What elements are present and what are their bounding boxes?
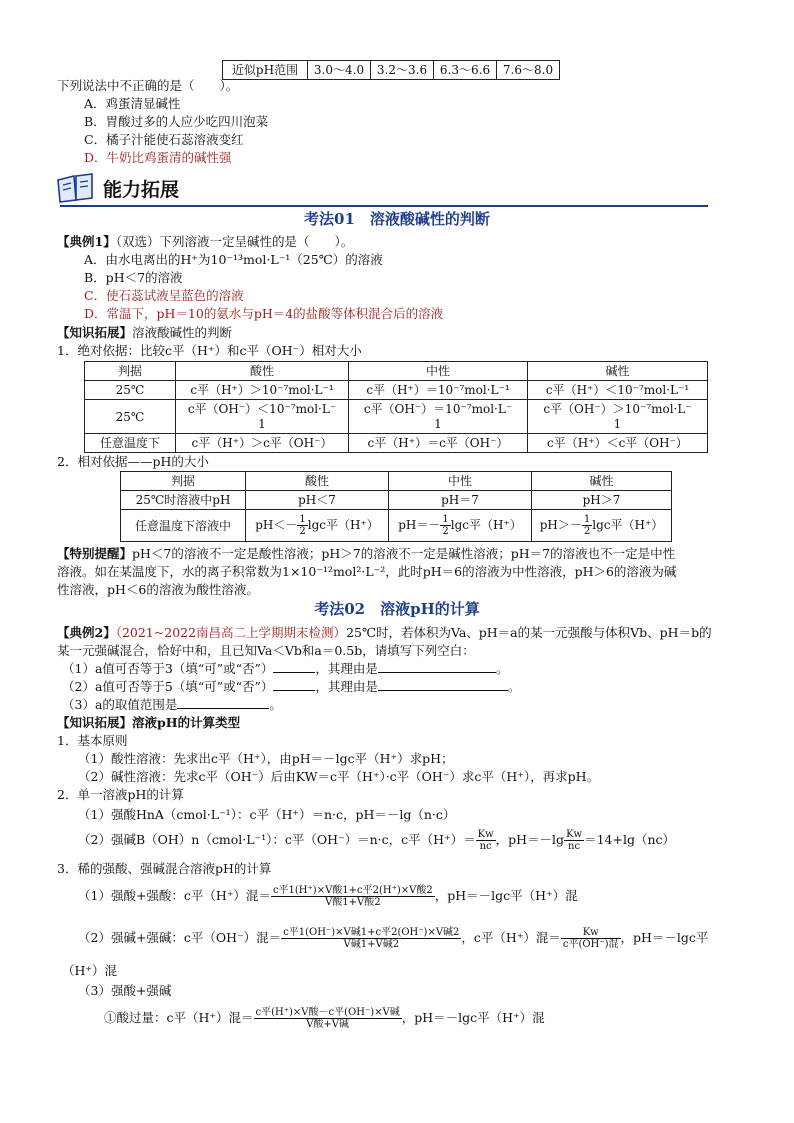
ph-table bbox=[120, 471, 672, 542]
formula-line: （2）强碱B（OH）n（cmol·L⁻¹）：c平（OH⁻）＝n·c，c平（H⁺）＝ $\frac{Kw}{nc}$ ，pH＝－lg $\frac{Kw}{nc}$ ＝14+lg（nc） bbox=[78, 829, 676, 852]
option-c: C．橘子汁能使石蕊溶液变红 bbox=[84, 132, 244, 147]
table-cell: c平（OH⁻）＜10⁻⁷mol·L⁻ 1 bbox=[176, 400, 349, 434]
table-cell: 25℃ bbox=[85, 381, 176, 400]
formula-continuation: （H⁺）混 bbox=[62, 963, 117, 978]
example-tag: 【典例2】 bbox=[57, 625, 116, 640]
item-2: 2．相对依据——pH的大小 bbox=[57, 454, 209, 469]
table-cell: c平（H⁺）＜c平（OH⁻） bbox=[528, 434, 708, 453]
table-header: 中性 bbox=[389, 472, 532, 491]
table-cell: pH＜7 bbox=[246, 491, 389, 510]
example-1 bbox=[57, 233, 353, 251]
tip-line: 【特别提醒】pH＜7的溶液不一定是酸性溶液；pH＞7的溶液不一定是碱性溶液；pH＝7的溶液也不一定是中性 bbox=[57, 546, 676, 561]
knowledge-title: 溶液pH的计算类型 bbox=[132, 715, 241, 730]
ph-range-value: 3.2～3.6 bbox=[371, 61, 434, 80]
formula-line: ①酸过量：c平（H⁺）混＝ c平(H⁺)×V酸－c平(OH⁻)×V碱 V酸+V碱 ，pH＝－lgc平（H⁺）混 bbox=[104, 1007, 545, 1030]
rule-line: （3）强酸+强碱 bbox=[78, 983, 172, 998]
answer-blank[interactable] bbox=[273, 672, 315, 673]
option-a: A．由水电离出的H⁺为10⁻¹³mol·L⁻¹（25℃）的溶液 bbox=[84, 252, 383, 267]
book-icon bbox=[56, 172, 96, 204]
banner-rule bbox=[60, 205, 708, 207]
sub-question-1: （1）a值可否等于3（填“可”或“否”） ，其理由是 。 bbox=[62, 661, 509, 676]
table-cell: c平（H⁺）＝10⁻⁷mol·L⁻¹ bbox=[349, 381, 528, 400]
table-header: 中性 bbox=[349, 362, 528, 381]
table-cell: pH＞7 bbox=[532, 491, 672, 510]
option-d: D．牛奶比鸡蛋清的碱性强 bbox=[84, 150, 232, 165]
rule-line: （2）碱性溶液：先求c平（OH⁻）后由KW＝c平（H⁺）·c平（OH⁻）求c平（H⁺），再求pH。 bbox=[78, 769, 600, 784]
rule-line: （1）酸性溶液：先求出c平（H⁺），由pH＝－lgc平（H⁺）求pH； bbox=[78, 751, 454, 766]
rule-heading: 3．稀的强酸、强碱混合溶液pH的计算 bbox=[57, 861, 272, 876]
ph-range-value: 3.0～4.0 bbox=[308, 61, 371, 80]
question-stem: 下列说法中不正确的是（ ）。 bbox=[57, 78, 239, 93]
table-cell: pH＝－ $\frac{1}{2}$ lgc平（H⁺） bbox=[389, 510, 532, 542]
table-cell: 任意温度下 bbox=[85, 434, 176, 453]
example-tag: 【典例1】 bbox=[57, 234, 116, 249]
rule-line: （1）强酸HnA（cmol·L⁻¹）：c平（H⁺）＝n·c，pH＝－lg（n·c） bbox=[78, 807, 456, 822]
section-title-1: 考法01 溶液酸碱性的判断 bbox=[304, 210, 490, 228]
table-cell: pH＝7 bbox=[389, 491, 532, 510]
table-cell: 25℃时溶液中pH bbox=[121, 491, 246, 510]
answer-blank[interactable] bbox=[378, 690, 508, 691]
table-cell: c平（OH⁻）＝10⁻⁷mol·L⁻ 1 bbox=[349, 400, 528, 434]
table-header: 碱性 bbox=[532, 472, 672, 491]
table-header: 碱性 bbox=[528, 362, 708, 381]
option-b: B．胃酸过多的人应少吃四川泡菜 bbox=[84, 114, 269, 129]
example-stem-2: 某一元强碱混合，恰好中和，且已知Va＜Vb和a＝0.5b，请填写下列空白： bbox=[57, 643, 475, 658]
tip-line: 溶液。如在某温度下，水的离子积常数为1×10⁻¹²mol²·L⁻²，此时pH＝6的溶液为中性溶液，pH＞6的溶液为碱 bbox=[57, 564, 677, 579]
table-cell: 25℃ bbox=[85, 400, 176, 434]
table-cell: c平（H⁺）＞10⁻⁷mol·L⁻¹ bbox=[176, 381, 349, 400]
ph-range-value: 7.6～8.0 bbox=[497, 61, 560, 80]
table-cell: 任意温度下溶液中 bbox=[121, 510, 246, 542]
table-cell: c平（H⁺）＝c平（OH⁻） bbox=[349, 434, 528, 453]
knowledge-tag: 【知识拓展】 bbox=[57, 715, 133, 730]
sub-question-2: （2）a值可否等于5（填“可”或“否”） ，其理由是 。 bbox=[62, 679, 521, 694]
table-header: 判据 bbox=[121, 472, 246, 491]
table-header: 酸性 bbox=[246, 472, 389, 491]
knowledge-title: 溶液酸碱性的判断 bbox=[132, 325, 233, 340]
answer-blank[interactable] bbox=[273, 690, 315, 691]
knowledge-heading bbox=[57, 324, 232, 342]
example-2 bbox=[57, 624, 712, 642]
ph-range-value: 6.3～6.6 bbox=[434, 61, 497, 80]
rule-heading: 2．单一溶液pH的计算 bbox=[57, 787, 184, 802]
table-cell: c平（H⁺）＜10⁻⁷mol·L⁻¹ bbox=[528, 381, 708, 400]
knowledge-tag: 【知识拓展】 bbox=[57, 325, 133, 340]
item-1: 1．绝对依据：比较c平（H⁺）和c平（OH⁻）相对大小 bbox=[57, 343, 362, 358]
tip-line: 性溶液，pH＜6的溶液为酸性溶液。 bbox=[57, 582, 259, 597]
option-a: A．鸡蛋清显碱性 bbox=[84, 96, 181, 111]
acidity-table bbox=[84, 361, 708, 453]
example-source: （2021~2022南昌高二上学期期末检测） bbox=[115, 625, 347, 640]
answer-blank[interactable] bbox=[378, 672, 496, 673]
example-stem: 25℃时，若体积为Va、pH＝a的某一元强酸与体积Vb、pH＝b的 bbox=[346, 625, 712, 640]
formula-line: （1）强酸+强酸：c平（H⁺）混＝ c平1(H⁺)×V酸1+c平2(H⁺)×V酸2 V酸1+V酸2 ，pH＝－lgc平（H⁺）混 bbox=[78, 885, 578, 908]
table-cell: pH＞－ $\frac{1}{2}$ lgc平（H⁺） bbox=[532, 510, 672, 542]
section-title-2: 考法02 溶液pH的计算 bbox=[314, 600, 480, 618]
ph-range-label: 近似pH范围 bbox=[223, 61, 308, 80]
table-cell: c平（H⁺）＞c平（OH⁻） bbox=[176, 434, 349, 453]
table-cell: pH＜－ $\frac{1}{2}$ lgc平（H⁺） bbox=[246, 510, 389, 542]
table-header: 酸性 bbox=[176, 362, 349, 381]
rule-heading: 1．基本原则 bbox=[57, 733, 128, 748]
answer-blank[interactable] bbox=[177, 708, 269, 709]
sub-question-3: （3）a的取值范围是 。 bbox=[62, 697, 282, 712]
tip-tag: 【特别提醒】 bbox=[57, 546, 133, 561]
banner-title: 能力拓展 bbox=[103, 179, 180, 201]
formula-line: （2）强碱+强碱：c平（OH⁻）混＝ c平1(OH⁻)×V碱1+c平2(OH⁻)×V碱2 V碱1+V碱2 ，c平（H⁺）混＝ Kw c平(OH⁻)混 ，pH＝－lgc平 bbox=[78, 927, 709, 950]
knowledge-heading bbox=[57, 714, 240, 732]
option-d: D．常温下，pH＝10的氨水与pH＝4的盐酸等体积混合后的溶液 bbox=[84, 306, 444, 321]
table-header: 判据 bbox=[85, 362, 176, 381]
table-cell: c平（OH⁻）＞10⁻⁷mol·L⁻ 1 bbox=[528, 400, 708, 434]
option-b: B．pH＜7的溶液 bbox=[84, 270, 183, 285]
example-stem: （双选）下列溶液一定呈碱性的是（ ）。 bbox=[115, 234, 354, 249]
ph-range-table bbox=[222, 60, 560, 80]
option-c: C．使石蕊试液呈蓝色的溶液 bbox=[84, 288, 244, 303]
